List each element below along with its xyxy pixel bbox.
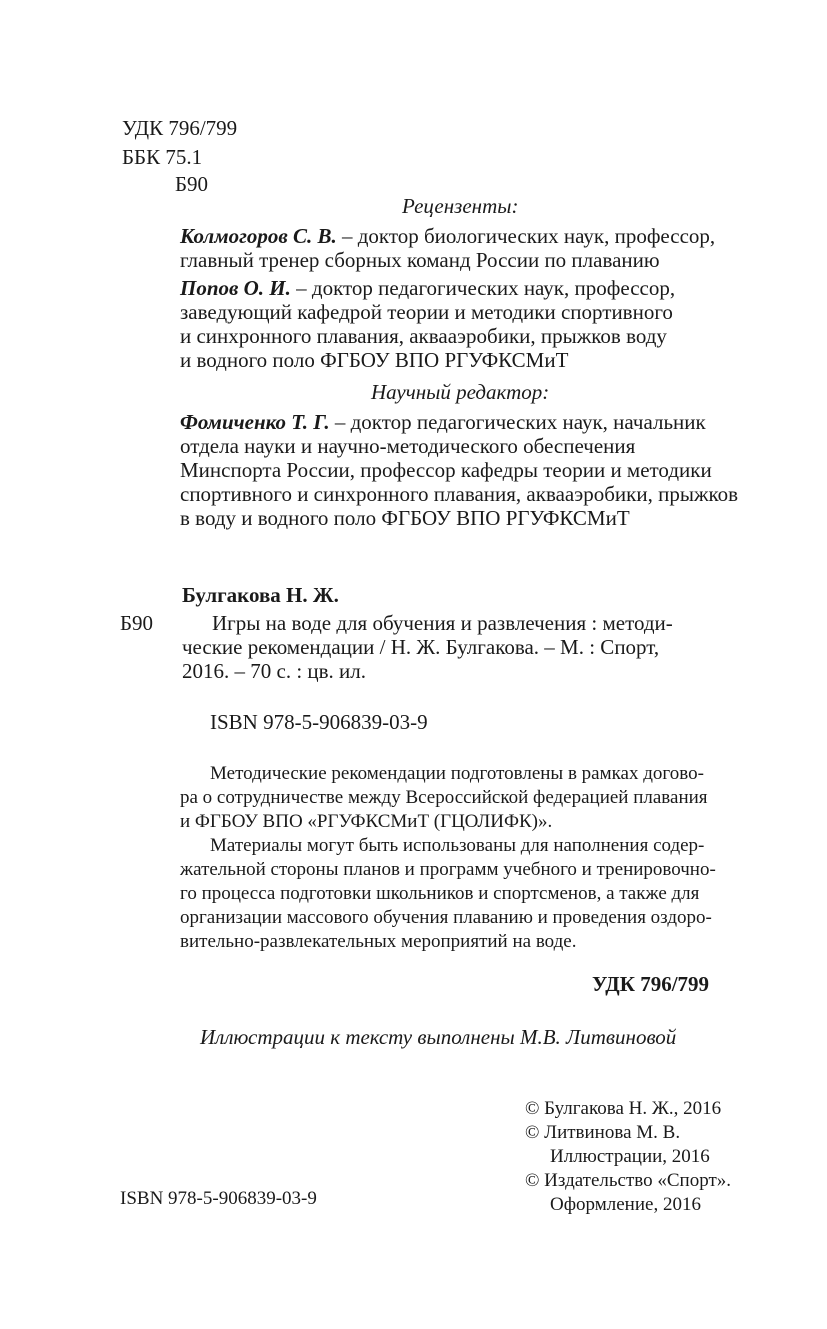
annotation	[180, 762, 716, 954]
editor-heading: Научный редактор:	[371, 380, 550, 404]
catalog-isbn: ISBN 978-5-906839-03-9	[210, 710, 428, 734]
reviewer-2-line-4: и водного поло ФГБОУ ВПО РГУФКСМиТ	[180, 348, 569, 372]
reviewer-1-line-1: – доктор биологических наук, профессор,	[336, 224, 716, 248]
editor-line-5: в воду и водного поло ФГБОУ ВПО РГУФКСМиТ	[180, 506, 630, 530]
author-mark: Б90	[175, 172, 209, 196]
copyright-publisher-detail: Оформление, 2016	[550, 1194, 701, 1215]
reviewer-2	[180, 276, 675, 372]
catalog-line-2: ческие рекомендации / Н. Ж. Булгакова. – М. : Спорт,	[182, 635, 660, 659]
catalog-line-3: 2016. – 70 с. : цв. ил.	[182, 659, 367, 683]
catalog-description	[182, 611, 673, 683]
reviewer-2-name: Попов О. И.	[180, 276, 291, 300]
catalog-author: Булгакова Н. Ж.	[182, 583, 339, 607]
annotation-p2-line-2: жательной стороны планов и программ учебного и тренировочно-	[180, 859, 716, 880]
reviewer-2-line-3: и синхронного плавания, аквааэробики, прыжков воду	[180, 324, 667, 348]
annotation-p2-line-3: го процесса подготовки школьников и спортсменов, а также для	[180, 883, 700, 904]
editor-name: Фомиченко Т. Г.	[180, 410, 330, 434]
catalog-line-1: Игры на воде для обучения и развлечения : методи-	[212, 611, 673, 635]
udk-code: УДК 796/799	[122, 116, 238, 140]
copyright	[525, 1097, 731, 1217]
editor-line-4: спортивного и синхронного плавания, аквааэробики, прыжков	[180, 482, 739, 506]
isbn-bottom: ISBN 978-5-906839-03-9	[120, 1188, 317, 1209]
editor-line-3: Минспорта России, профессор кафедры теории и методики	[180, 458, 712, 482]
editor-line-1: – доктор педагогических наук, начальник	[329, 410, 706, 434]
annotation-p2-line-4: организации массового обучения плаванию и проведения оздоро-	[180, 907, 712, 928]
copyright-illustrator: © Литвинова М. В.	[525, 1122, 681, 1143]
editor-line-2: отдела науки и научно-методического обеспечения	[180, 434, 636, 458]
copyright-illustrator-detail: Иллюстрации, 2016	[550, 1146, 710, 1167]
copyright-author: © Булгакова Н. Ж., 2016	[525, 1098, 722, 1119]
bbk-code: ББК 75.1	[122, 145, 203, 169]
reviewer-1-line-2: главный тренер сборных команд России по плаванию	[180, 248, 660, 272]
annotation-p1-line-3: и ФГБОУ ВПО «РГУФКСМиТ (ГЦОЛИФК)».	[180, 811, 553, 832]
annotation-p1-line-1: Методические рекомендации подготовлены в рамках догово-	[210, 763, 704, 784]
catalog-code: Б90	[120, 611, 154, 635]
udk-bold: УДК 796/799	[592, 972, 710, 996]
annotation-p2-line-5: вительно-развлекательных мероприятий на воде.	[180, 931, 577, 952]
reviewer-2-line-2: заведующий кафедрой теории и методики спортивного	[180, 300, 673, 324]
annotation-p1-line-2: ра о сотрудничестве между Всероссийской федерацией плавания	[180, 787, 708, 808]
copyright-publisher: © Издательство «Спорт».	[525, 1170, 732, 1191]
illustrations-credit: Иллюстрации к тексту выполнены М.В. Литвиновой	[200, 1025, 677, 1049]
reviewer-1-name: Колмогоров С. В.	[180, 224, 337, 248]
reviewer-1	[180, 224, 715, 272]
annotation-p2-line-1: Материалы могут быть использованы для наполнения содер-	[210, 835, 705, 856]
reviewers-heading: Рецензенты:	[402, 194, 519, 218]
reviewer-2-line-1: – доктор педагогических наук, профессор,	[290, 276, 676, 300]
editor	[180, 410, 738, 530]
